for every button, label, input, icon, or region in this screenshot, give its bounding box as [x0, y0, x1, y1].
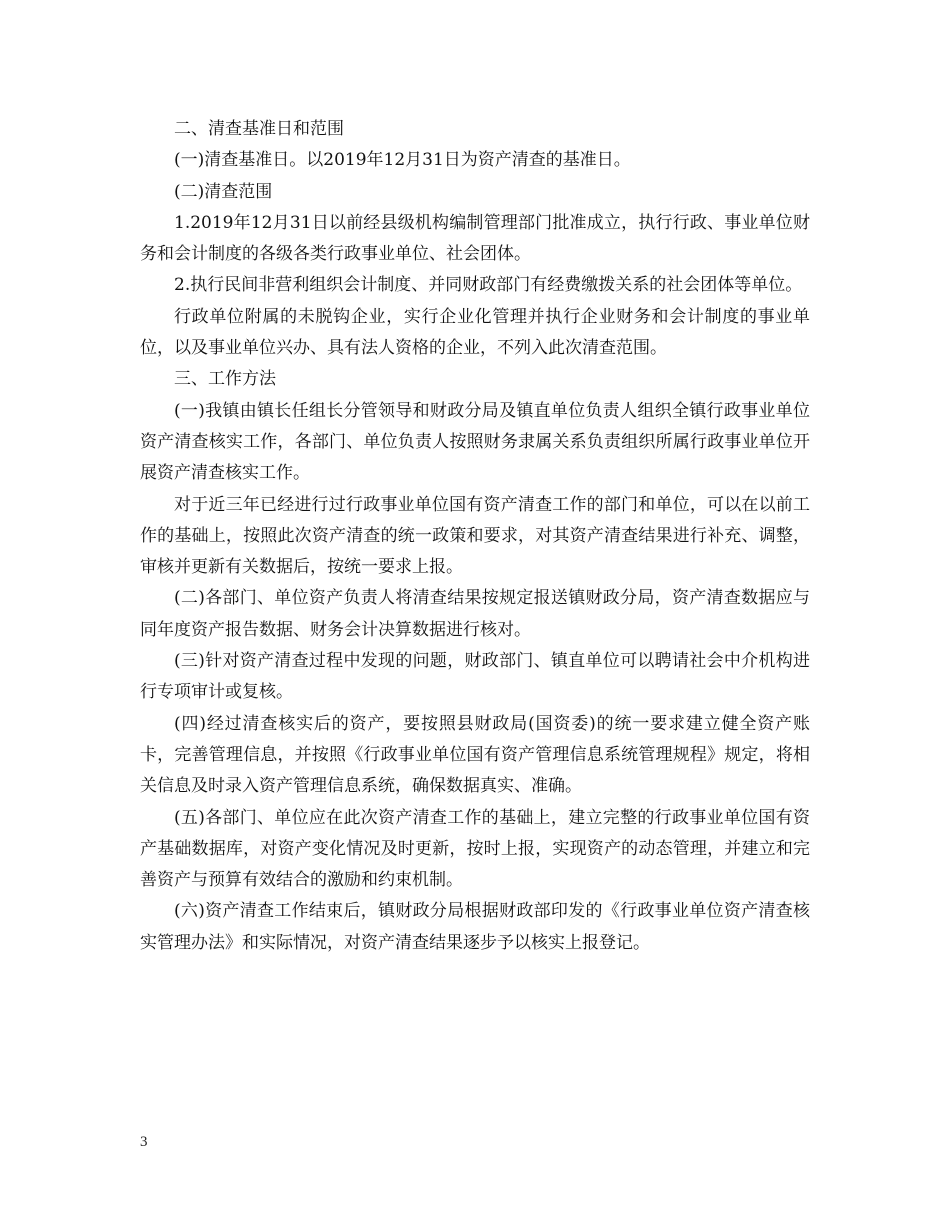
section-heading-methods: 三、工作方法	[174, 369, 276, 390]
paragraph-method-1: (一)我镇由镇长任组长分管领导和财政分局及镇直单位负责人组织全镇行政事业单位资产清查核实工作，各部门、单位负责人按照财务隶属关系负责组织所属行政事业单位开展资产清查核实工作。	[140, 400, 810, 484]
paragraph-base-date: (一)清查基准日。以2019年12月31日为资产清查的基准日。	[174, 150, 631, 171]
paragraph-prior-audit: 对于近三年已经进行过行政事业单位国有资产清查工作的部门和单位，可以在以前工作的基础上，按照此次资产清查的统一政策和要求，对其资产清查结果进行补充、调整，审核并更新有关数据后，按统一要求上报。	[140, 494, 810, 578]
paragraph-scope-item-2: 2.执行民间非营利组织会计制度、并同财政部门有经费缴拨关系的社会团体等单位。	[174, 275, 803, 296]
paragraph-method-3: (三)针对资产清查过程中发现的问题，财政部门、镇直单位可以聘请社会中介机构进行专项审计或复核。	[140, 651, 810, 703]
subheading-scope: (二)清查范围	[174, 181, 273, 202]
document-body	[140, 114, 810, 959]
paragraph-method-5: (五)各部门、单位应在此次资产清查工作的基础上，建立完整的行政事业单位国有资产基础数据库，对资产变化情况及时更新，按时上报，实现资产的动态管理，并建立和完善资产与预算有效结合的激励和约束机制。	[140, 807, 810, 891]
page-number: 3	[140, 1134, 148, 1150]
paragraph-method-2: (二)各部门、单位资产负责人将清查结果按规定报送镇财政分局，资产清查数据应与同年度资产报告数据、财务会计决算数据进行核对。	[140, 588, 810, 640]
paragraph-exclusions: 行政单位附属的未脱钩企业，实行企业化管理并执行企业财务和会计制度的事业单位，以及事业单位兴办、具有法人资格的企业，不列入此次清查范围。	[140, 306, 810, 359]
paragraph-scope-item-1: 1.2019年12月31日以前经县级机构编制管理部门批准成立，执行行政、事业单位财务和会计制度的各级各类行政事业单位、社会团体。	[140, 212, 810, 265]
paragraph-method-4: (四)经过清查核实后的资产，要按照县财政局(国资委)的统一要求建立健全资产账卡，完善管理信息，并按照《行政事业单位国有资产管理信息系统管理规程》规定，将相关信息及时录入资产管理信息系统，确保数据真实、准确。	[140, 713, 810, 797]
paragraph-method-6: (六)资产清查工作结束后，镇财政分局根据财政部印发的《行政事业单位资产清查核实管理办法》和实际情况，对资产清查结果逐步予以核实上报登记。	[140, 901, 810, 953]
section-heading-scope: 二、清查基准日和范围	[174, 119, 344, 139]
